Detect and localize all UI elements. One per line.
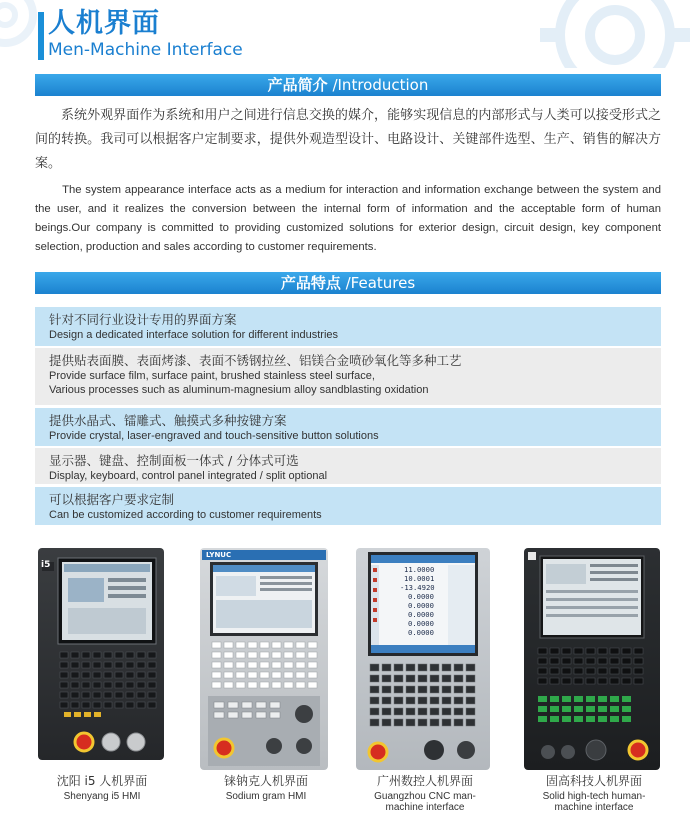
product-card [520,548,668,820]
screen-value: 0.0000 [408,592,434,601]
features-heading [35,272,661,294]
product-badge: i5 [41,560,51,570]
screen-value: -13.4920 [400,583,435,592]
product-photo [356,548,490,770]
product-badge: LYNUC [206,551,232,559]
feature-text-en: Display, keyboard, control panel integrated / split optional [49,470,328,482]
product-card [352,548,498,820]
feature-text-en: Provide crystal, laser-engraved and touch-sensitive button solutions [49,430,379,442]
feature-text-en: Can be customized according to customer requirements [49,509,322,521]
features-heading-cn: 产品特点 [280,274,341,292]
feature-item [35,408,661,446]
screen-value: 11.0000 [404,565,435,574]
introduction-heading-cn: 产品简介 [267,76,328,94]
screen-value: 0.0000 [408,628,434,637]
product-name-cn: 固高科技人机界面 [545,774,642,788]
page-subtitle: Men-Machine Interface [48,40,243,60]
feature-text-en-line2: Various processes such as aluminum-magnesium alloy sandblasting oxidation [49,384,429,396]
gear-decoration-icon [520,0,690,68]
guangzhou-cnc-panel-image [356,548,490,770]
feature-text-cn: 可以根据客户要求定制 [49,492,175,507]
product-name-cn: 铼钠克人机界面 [223,774,308,788]
page-header [0,0,690,68]
product-name-en: Guangzhou CNC man-machine interface [374,791,476,813]
feature-text-cn: 针对不同行业设计专用的界面方案 [49,312,237,327]
introduction-heading [35,74,661,96]
product-card [196,548,336,820]
product-photo [38,548,164,760]
product-name-en: Solid high-tech human-machine interface [542,791,646,813]
screen-value: 0.0000 [408,619,434,628]
feature-item [35,348,661,405]
feature-text-en: Design a dedicated interface solution for different industries [49,329,339,341]
header-accent-bar [38,12,44,60]
product-name-en: Shenyang i5 HMI [63,791,141,802]
screen-value: 0.0000 [408,610,434,619]
introduction-text-cn: 系统外观界面作为系统和用户之间进行信息交换的媒介，能够实现信息的内部形式与人类可以接受形式之间的转换。我司可以根据客户定制要求，提供外观造型设计、电路设计、关键部件选型、生产、销售的解决方案。 [35,108,661,171]
product-photo [524,548,660,770]
screen-value: 10.0001 [404,574,435,583]
page-title: 人机界面 [48,8,160,39]
introduction-text-en: The system appearance interface acts as a medium for interaction and information exchange between the system and the user, and it realizes the conversion between the internal form of information and the acceptable form of human beings.Our company is committed to providing customized solutions for exterior design, circuit design, key component selection, production and sales according to customer requirements. [35,184,661,253]
feature-item [35,307,661,346]
product-name-cn: 沈阳 i5 人机界面 [56,774,148,788]
feature-text-cn: 显示器、键盘、控制面板一体式 / 分体式可选 [49,453,299,468]
product-name-en: Sodium gram HMI [225,791,307,802]
product-card [32,548,172,820]
features-heading-en: /Features [345,274,416,292]
product-name-cn: 广州数控人机界面 [376,774,473,788]
shenyang-i5-panel-image [38,548,164,760]
feature-text-cn: 提供水晶式、镭雕式、触摸式多种按键方案 [49,413,287,428]
introduction-heading-en: /Introduction [332,76,429,94]
feature-item [35,448,661,484]
screen-value: 0.0000 [408,601,434,610]
feature-text-cn: 提供贴表面膜、表面烤漆、表面不锈钢拉丝、铝镁合金喷砂氧化等多种工艺 [49,353,462,368]
feature-item [35,487,661,525]
feature-text-en: Provide surface film, surface paint, brushed stainless steel surface, [49,370,375,382]
solid-high-tech-panel-image [524,548,660,770]
lynuc-panel-image [200,548,328,770]
product-photo [200,548,328,770]
